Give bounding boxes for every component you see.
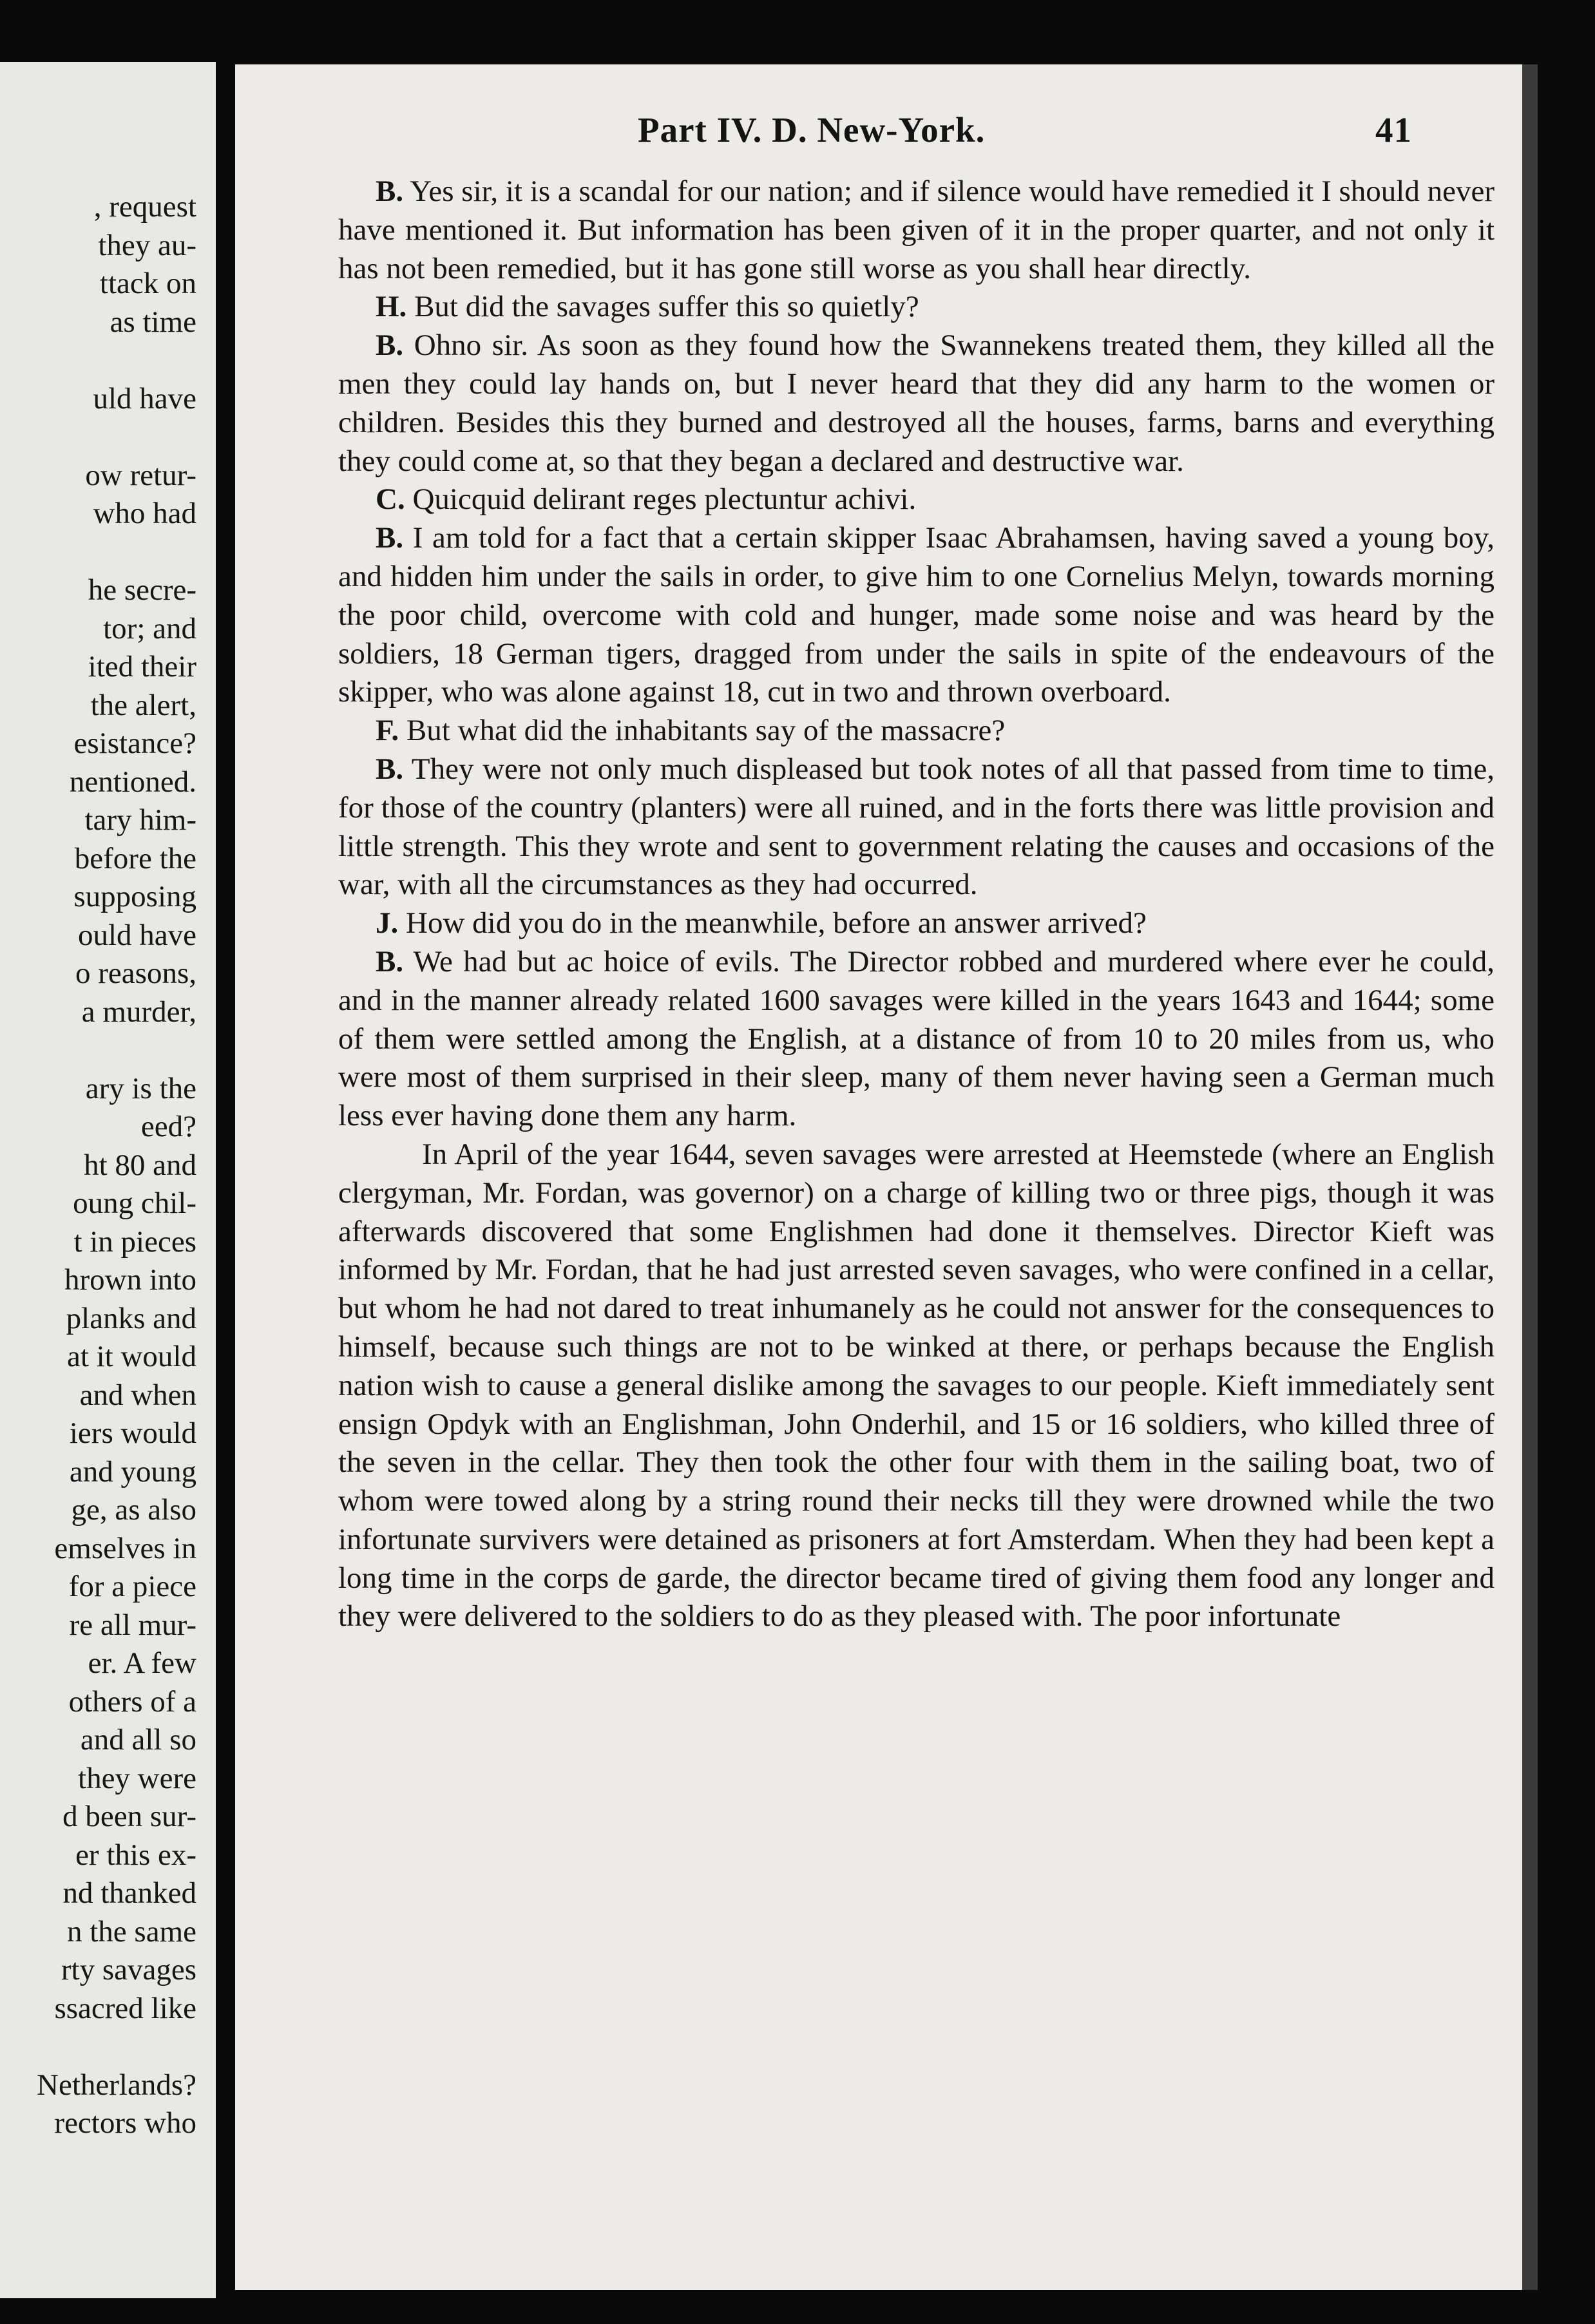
paragraph	[338, 750, 1495, 904]
left-fragment-line: esistance?	[73, 727, 196, 760]
left-fragment-line: rty savages	[61, 1953, 196, 1986]
left-fragment-line: er. A few	[88, 1646, 196, 1680]
left-fragment-line: supposing	[73, 880, 196, 913]
paragraph	[338, 1136, 1495, 1636]
paragraph	[338, 904, 1495, 943]
left-fragment-line: before the	[74, 841, 196, 875]
left-fragment-line: they were	[78, 1761, 196, 1795]
speaker-label: C.	[376, 482, 405, 517]
left-fragment-line: re all mur-	[69, 1608, 196, 1642]
paragraph-text: How did you do in the meanwhile, before an answer arrived?	[406, 906, 1147, 940]
left-fragment-line: others of a	[68, 1684, 196, 1719]
left-fragment-line: rectors who	[54, 2106, 196, 2140]
paragraph	[338, 481, 1495, 519]
left-fragment-line: tary him-	[84, 803, 196, 837]
left-fragment-line: Netherlands?	[37, 2068, 196, 2102]
speaker-label: J.	[376, 906, 399, 940]
left-fragment-line: ited their	[88, 650, 196, 683]
left-fragment-line: ssacred like	[54, 1991, 196, 2025]
paragraph-text: In April of the year 1644, seven savages were arrested at Heemstede (where an English clergyman, Mr. Fordan, was governor) on a charge of killing two or three pigs, though it was afterwards discovered that some Englishmen had done it themselves. Director Kieft was informed by Mr. Fordan, that he had just arrested seven savages, who were confined in a cellar, but whom he had not dared to treat inhumanely as he could not answer for the consequences to himself, because such things are not to be winked at there, or perhaps because the English nation wish to cause a general dislike among the savages to our people. Kieft immediately sent ensign Opdyk with an Englishman, John Onderhil, and 15 or 16 soldiers, who killed three of the seven in the cellar. They then took the other four with them in the sailing boat, two of whom were towed along by a string round their necks till they were drowned while the two infortunate survivers were detained as prisoners at fort Amsterdam. When they had been kept a long time in the corps de garde, the director became tired of giving them food any longer and they were delivered to the soldiers to do as they pleased with. The poor infortunate	[338, 1137, 1495, 1633]
left-fragment-line: at it would	[66, 1340, 196, 1373]
left-fragment-line: ttack on	[99, 267, 196, 300]
left-fragment-line: and all so	[80, 1723, 196, 1757]
left-fragment-line: planks and	[66, 1301, 196, 1335]
paragraph-text: They were not only much displeased but took notes of all that passed from time to time, for those of the country (planters) were all ruined, and in the forts there was little provision and little strength. This they wrote and sent to government relating the causes and occasions of the war, with all the circumstances as they had occurred.	[338, 752, 1495, 902]
left-fragment-line: ary is the	[85, 1071, 196, 1105]
paragraph	[338, 943, 1495, 1136]
left-fragment-line: nentioned.	[69, 765, 196, 799]
left-fragment-line: he secre-	[88, 573, 196, 607]
paragraph	[338, 519, 1495, 712]
paragraph	[338, 173, 1495, 288]
left-fragment-line: iers would	[69, 1416, 196, 1450]
paragraph-text: I am told for a fact that a certain skipper Isaac Abrahamsen, having saved a young boy, and hidden him under the sails in order, to give him to one Cornelius Melyn, towards morning the poor child, overcome with cold and hunger, made some noise and was heard by the soldiers, 18 German tigers, dragged from under the sails in spite of the endeavours of the skipper, who was alone against 18, cut in two and thrown overboard.	[338, 521, 1495, 709]
left-fragment-line: ould have	[77, 918, 196, 952]
left-fragment-line: the alert,	[90, 688, 196, 722]
left-fragment-line: ge, as also	[71, 1493, 196, 1527]
left-fragment-line: uld have	[93, 381, 196, 415]
left-fragment-line: t in pieces	[73, 1224, 196, 1259]
left-fragment-line: er this ex-	[75, 1838, 196, 1872]
speaker-label: B.	[376, 752, 404, 786]
left-fragment-line: eed?	[140, 1110, 196, 1143]
left-fragment-line: oung chil-	[73, 1186, 196, 1220]
left-fragment-line: and when	[79, 1378, 196, 1412]
left-fragment-line: ht 80 and	[84, 1148, 196, 1182]
page-number: 41	[1375, 110, 1412, 149]
page-header	[235, 103, 1522, 161]
left-fragment-line: they au-	[98, 228, 196, 262]
left-fragment-line: hrown into	[64, 1263, 196, 1297]
left-fragment-line: , request	[93, 190, 196, 224]
left-fragment-line: o reasons,	[75, 957, 196, 990]
left-fragment-line: for a piece	[68, 1570, 196, 1603]
running-title: Part IV. D. New-York.	[638, 110, 986, 149]
speaker-label: H.	[376, 290, 407, 324]
paragraph	[338, 288, 1495, 327]
left-fragment-line: n the same	[67, 1914, 196, 1948]
page-edge-shadow	[1522, 64, 1538, 2290]
paragraph	[338, 327, 1495, 481]
speaker-label: B.	[376, 329, 404, 363]
left-fragment-line: tor; and	[103, 611, 196, 645]
speaker-label: B.	[376, 521, 404, 555]
paragraph-text: Yes sir, it is a scandal for our nation; and if silence would have remedied it I should never have mentioned it. But information has been given of it in the proper quarter, and not only it has not been remedied, but it has gone still worse as you shall hear directly.	[338, 175, 1495, 285]
left-fragment-line: ow retur-	[85, 458, 196, 492]
left-fragment-line: as time	[110, 305, 196, 339]
left-fragment-line: emselves in	[54, 1531, 196, 1565]
left-page-fragment	[0, 62, 216, 2298]
body-text	[338, 173, 1495, 1636]
paragraph-text: Quicquid delirant reges plectuntur achivi.	[412, 482, 917, 517]
right-page	[235, 64, 1522, 2290]
left-fragment-line: and young	[69, 1454, 196, 1489]
left-fragment-line: a murder,	[81, 995, 196, 1029]
speaker-label: B.	[376, 175, 404, 208]
paragraph-text: We had but ac hoice of evils. The Director robbed and murdered where ever he could, and in the manner already related 1600 savages were killed in the years 1643 and 1644; some of them were settled among the English, at a distance of from 10 to 20 miles from us, who were most of them surprised in their sleep, many of them never having seen a German much less ever having done them any harm.	[338, 944, 1495, 1133]
speaker-label: B.	[376, 944, 404, 978]
paragraph	[338, 712, 1495, 750]
left-fragment-line: who had	[93, 497, 196, 530]
paragraph-text: Ohno sir. As soon as they found how the Swannekens treated them, they killed all the men they could lay hands on, but I never heard that they did any harm to the women or children. Besides this they burned and destroyed all the houses, farms, barns and everything they could come at, so that they began a declared and destructive war.	[338, 329, 1495, 478]
speaker-label: F.	[376, 714, 399, 748]
paragraph-text: But what did the inhabitants say of the massacre?	[406, 714, 1006, 748]
left-fragment-line: nd thanked	[62, 1876, 196, 1910]
paragraph-text: But did the savages suffer this so quietly?	[414, 290, 919, 324]
left-fragment-line: d been sur-	[62, 1800, 196, 1833]
